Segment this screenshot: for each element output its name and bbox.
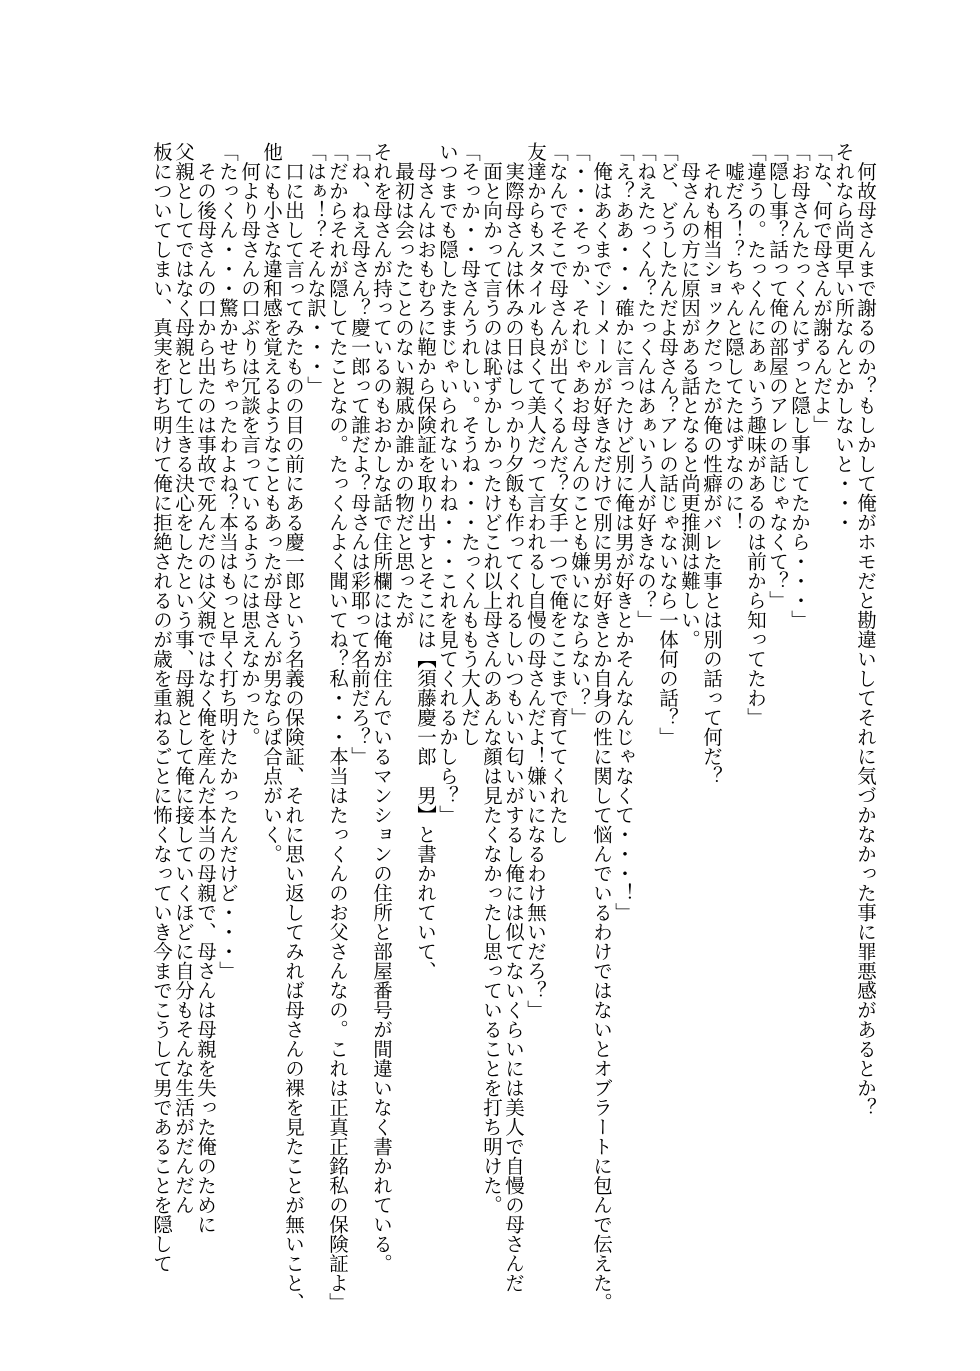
text-line: 「お母さんたっくんにずっと隠し事してたから・・・」 [788,142,811,630]
text-line: 「ね、ねえ母さん？慶一郎って誰だよ？母さんは彩耶って名前だろ？」 [348,142,371,766]
text-line: 「違うの。たっくんにあぁいう趣味があるのは前から知ってたわ」 [744,142,767,727]
text-line: 「え？ああ・・・確かに言ったけど別に俺は男が好きとかそんなんじゃなくて・・・！」 [612,142,635,922]
text-line: 嘘だろ！？ちゃんと隠してたはずなのに！ [722,142,745,532]
text-line: 友達からもスタイルも良くて美人だって言われるし自慢の母さんだよ！嫌いになるわけ無いだろ？」 [524,142,547,1020]
text-line: 面と向かって言うのは恥ずかしかったけどこれ以上母さんのあんな顔は見たくなかったし思っていることを打ち明けた。 [480,142,503,1215]
text-line: 俺はあくまでシーメールが好きなだけで別に男が好きとか自身の性に関して悩んでいるわけではないとオブラートに包んで伝えた。 [590,142,613,1312]
text-line: 父親としてではなく母親として生きる決心をしたという事、母親として俺に接していくほどに自分もそんな生活がだんだん [172,142,195,1215]
text-line: 「はぁ！？そんな訳・・・」 [304,142,327,396]
text-line: 「だからそれが隠してたことなの。たっくんよく聞いてね？私・・・本当はたっくんのお父さんなの。これは正真正銘私の保険証よ」 [326,142,349,1312]
text-line: その後母さんの口から出たのは事故で死んだのは父親ではなく俺を産んだ本当の母親で、母さんは母親を失った俺のために [194,142,217,1234]
text-line: 何故母さんまで謝るのか？もしかして俺がホモだと勘違いしてそれに気づかなかった事に罪悪感があるとか？ [854,142,877,1117]
text-line: 最初は会ったことのない親戚か誰かの物だと思ったが [392,142,415,630]
text-line: それなら尚更早い所なんとかしないと・・・ [832,142,855,532]
text-line: 実際母さんは休みの日はしっかり夕飯も作ってくれるしいつもいい匂いがするし俺には似てないくらいには美人で自慢の母さんだ [502,142,525,1293]
text-line: 「ど、どうしたんだよ母さん？アレの話じゃないなら一体何の話？」 [656,142,679,747]
text-line: 「・・・そっか、それじゃあお母さんのことも嫌いにならない？」 [568,142,591,727]
text-line: 他にも小さな違和感を覚えるようなこともあったが母さんが男ならば合点がいく。 [260,142,283,864]
text-line: 板についてしまい、真実を打ち明けて俺に拒絶されるのが歳を重ねるごとに怖くなっていき今までこうして男であることを隠して [150,142,173,1273]
text-line: 「なんでそこで母さんが出てくるんだ？女手一つで俺をここまで育ててくれたし [546,142,569,844]
text-line: 口に出して言ってみたものの目の前にある慶一郎という名義の保険証、それに思い返してみれば母さんの裸を見たことが無いこと、 [282,142,305,1312]
text-line: 何より母さんの口ぶりは冗談を言っているようには思えなかった。 [238,142,261,747]
text-line: それも相当ショックだったが俺の性癖がバレた事とは別の話って何だ？ [700,142,723,786]
text-line: 「たっくん・・・驚かせちゃったわよね？本当はもっと早く打ち明けたかったんだけど・・・」 [216,142,239,981]
text-line: 母さんの方に原因がある話となると尚更推測は難しい。 [678,142,701,649]
text-line: 「隠し事？話って俺の部屋のアレの話じゃなくて？」 [766,142,789,610]
vertical-text-block [150,142,876,1312]
text-line: いつまでも隠したままじゃいられないわね・・・これを見てくれるかしら？」 [436,142,459,825]
text-line: 「そっか・・母さんうれしい。そうね・・・たっくんももう大人だし [458,142,481,747]
text-line: 母さんはおもむろに鞄から保険証を取り出すとそこには【須藤慶一郎 男】と書かれていて、 [414,142,437,981]
text-line: それを母さんが持っているのもおかしな話で住所欄には俺が住んでいるマンションの住所と部屋番号が間違いなく書かれている。 [370,142,393,1273]
text-line: 「な、何で母さんが謝るんだよ」 [810,142,833,435]
text-line: 「ねえたっくん？たっくんはあぁいう人が好きなの？」 [634,142,657,630]
